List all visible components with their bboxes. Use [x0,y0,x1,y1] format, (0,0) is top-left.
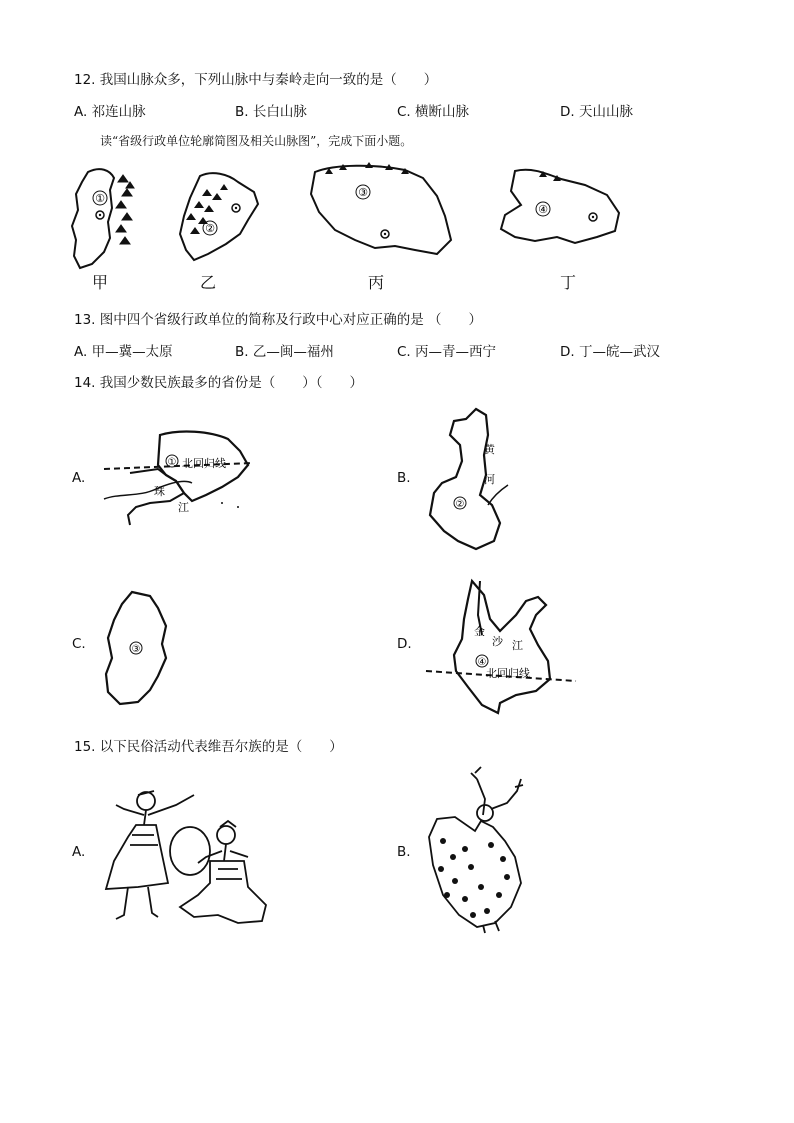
map-jia [70,160,150,275]
marker-1: ① [95,192,105,205]
map-yi [172,168,267,273]
map-bing [305,160,455,260]
svg-text:③: ③ [131,644,141,655]
q14-b-river-label-2: 河 [484,473,495,486]
q14-d-river-label-1: 金 [474,625,485,638]
caption-jia: 甲 [92,273,109,292]
q15-option-a[interactable]: A. [72,844,86,860]
q15-stem: 15. 以下民俗活动代表维吾尔族的是（ ） [74,739,343,755]
q15-option-b[interactable]: B. [397,844,411,860]
q14-a-river-label-2: 江 [178,501,189,514]
map-ding [495,165,625,250]
q14-b-river-label-1: 黄 [484,443,495,456]
q14-option-b[interactable]: B. [397,470,411,486]
q14-d-river-label-3: 江 [512,639,523,652]
q13-option-b[interactable]: B. 乙—闽—福州 [235,344,334,360]
caption-bing: 丙 [368,273,385,292]
q13-option-c[interactable]: C. 丙—青—西宁 [397,344,497,360]
marker-2: ② [205,222,215,235]
q13-stem: 13. 图中四个省级行政单位的简称及行政中心对应正确的是 （ ） [74,312,483,328]
q12-option-a[interactable]: A. 祁连山脉 [74,104,146,120]
q14-map-a [100,425,260,530]
dancer-illustration-b [425,765,535,935]
svg-text:④: ④ [477,657,487,668]
caption-ding: 丁 [560,273,577,292]
q12-option-c[interactable]: C. 横断山脉 [397,104,470,120]
q13-option-d[interactable]: D. 丁—皖—武汉 [560,344,660,360]
marker-4: ④ [538,203,548,216]
q14-d-river-label-2: 沙 [492,635,503,648]
q14-d-tropic-label: 北回归线 [486,667,530,680]
svg-text:②: ② [455,499,465,510]
caption-yi: 乙 [200,273,217,292]
q14-a-river-label-1: 珠 [154,485,165,498]
q14-option-a[interactable]: A. [72,470,86,486]
q14-a-tropic-label: 北回归线 [182,457,226,470]
dancers-illustration-a [98,765,273,930]
q14-stem: 14. 我国少数民族最多的省份是（ ）（ ） [74,375,364,391]
q14-map-b [420,405,520,555]
q12-stem: 12. 我国山脉众多，下列山脉中与秦岭走向一致的是（ ） [74,72,438,88]
q14-map-c [100,588,180,708]
svg-text:①: ① [167,457,177,468]
q14-option-c[interactable]: C. [72,636,86,652]
q13-option-a[interactable]: A. 甲—冀—太原 [74,344,173,360]
marker-3: ③ [358,186,368,199]
q12-option-b[interactable]: B. 长白山脉 [235,104,307,120]
q14-map-d [420,575,580,715]
q14-option-d[interactable]: D. [397,636,412,652]
q12-option-d[interactable]: D. 天山山脉 [560,104,633,120]
reading-instruction: 读“省级行政单位轮廓简图及相关山脉图”，完成下面小题。 [100,134,413,148]
